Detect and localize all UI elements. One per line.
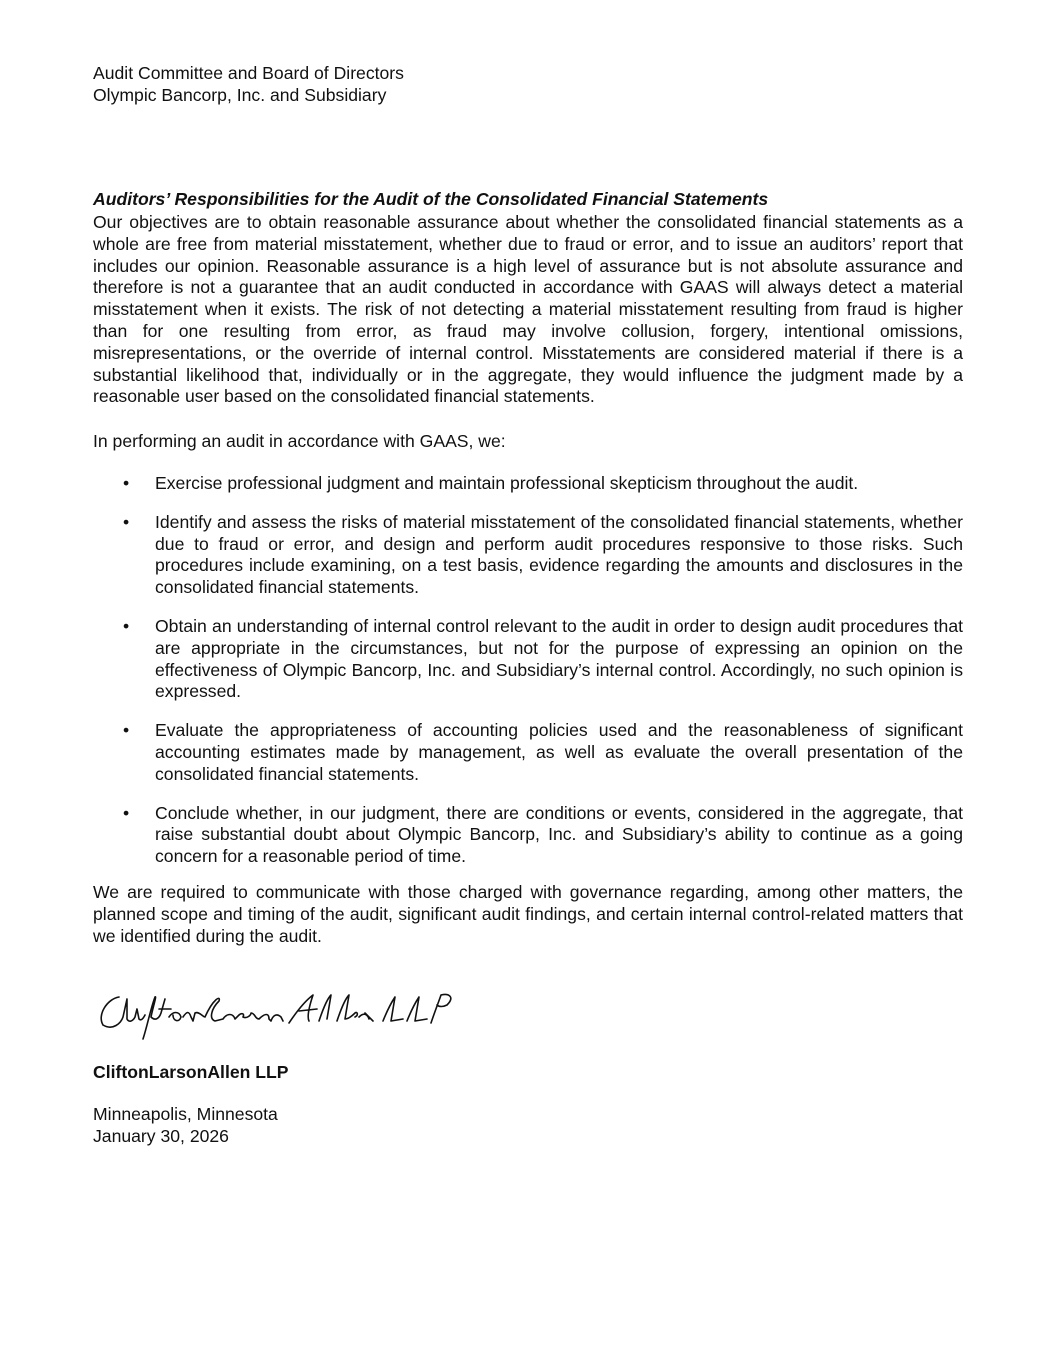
bullet-icon: •: [123, 472, 130, 493]
addressee-line-1: Audit Committee and Board of Directors: [93, 63, 404, 83]
section-heading: Auditors’ Responsibilities for the Audit of the Consolidated Financial Statements: [93, 189, 769, 209]
addressee-line-2: Olympic Bancorp, Inc. and Subsidiary: [93, 85, 387, 105]
list-item: • Evaluate the appropriateness of accounting policies used and the reasonableness of significant accounting estimates made by management, as well as evaluate the overall presentation of the consolidated financial statements.: [123, 720, 963, 784]
signature-location-block: [93, 1103, 963, 1147]
bullet-icon: •: [123, 511, 130, 532]
firm-name: CliftonLarsonAllen LLP: [93, 1062, 289, 1083]
bullet-icon: •: [123, 802, 130, 823]
letter-page: [93, 62, 963, 1147]
list-item: • Exercise professional judgment and maintain professional skepticism throughout the audit.: [123, 472, 859, 493]
gaas-intro-paragraph: In performing an audit in accordance with GAAS, we:: [93, 431, 506, 452]
bullet-icon: •: [123, 615, 130, 636]
objectives-paragraph: Our objectives are to obtain reasonable assurance about whether the consolidated financial statements as a whole are free from material misstatement, whether due to fraud or error, and to issue an auditors’ report that includes our opinion. Reasonable assurance is a high level of assurance but is not absolute assurance and therefore is not a guarantee that an audit conducted in accordance with GAAS will always detect a material misstatement when it exists. The risk of not detecting a material misstatement resulting from fraud is higher than for one resulting from error, as fraud may involve collusion, forgery, intentional omissions, misrepresentations, or the override of internal control. Misstatements are considered material if there is a substantial likelihood that, individually or in the aggregate, they would influence the judgment made by a reasonable user based on the consolidated financial statements.: [93, 212, 963, 407]
governance-paragraph: We are required to communicate with those charged with governance regarding, among other matters, the planned scope and timing of the audit, significant audit findings, and certain internal control-related matters that we identified during the audit.: [93, 881, 963, 946]
procedures-list: [93, 473, 963, 868]
list-item: • Obtain an understanding of internal control relevant to the audit in order to design audit procedures that are appropriate in the circumstances, but not for the purpose of expressing an opinion on the effectiveness of Olympic Bancorp, Inc. and Subsidiary’s internal control. Accordingly, no such opinion is expressed.: [123, 615, 963, 702]
list-item: • Conclude whether, in our judgment, there are conditions or events, considered in the aggregate, that raise substantial doubt about Olympic Bancorp, Inc. and Subsidiary’s ability to continue as a going concern for a reasonable period of time.: [123, 802, 963, 867]
signature-date: January 30, 2026: [93, 1126, 229, 1147]
bullet-icon: •: [123, 720, 130, 741]
list-item: • Identify and assess the risks of material misstatement of the consolidated financial statements, whether due to fraud or error, and design and perform audit procedures responsive to those risks. Such procedures include examining, on a test basis, evidence regarding the amounts and disclosures in the consolidated financial statements.: [123, 511, 963, 598]
signature-city: Minneapolis, Minnesota: [93, 1104, 278, 1125]
signature-icon: [93, 987, 463, 1047]
addressee-block: [93, 62, 963, 106]
handwritten-signature: [93, 987, 963, 1047]
